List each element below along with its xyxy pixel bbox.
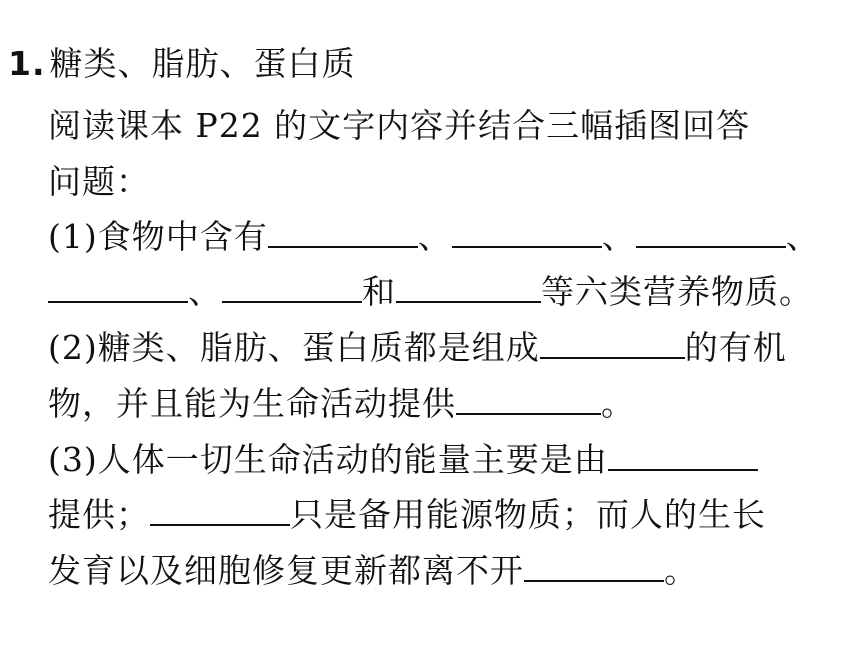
answer-blank-7[interactable] — [540, 327, 685, 359]
answer-blank-5[interactable] — [222, 271, 362, 303]
answer-blank-2[interactable] — [452, 216, 602, 248]
q1-conjunction: 和 — [362, 272, 396, 311]
q1-line-1 — [48, 215, 820, 259]
q1-separator: 、 — [188, 272, 222, 311]
intro-text-1: 阅读课本 P22 的文字内容并结合三幅插图回答 — [48, 106, 751, 145]
q2-text: 物，并且能为生命活动提供 — [48, 384, 456, 423]
q1-separator: 、 — [417, 217, 452, 256]
q3-text: 提供； — [48, 495, 150, 534]
answer-blank-8[interactable] — [456, 383, 601, 415]
q2-prompt: (2)糖类、脂肪、蛋白质都是组成 — [48, 328, 540, 367]
q3-line-2 — [48, 493, 766, 537]
q3-line-1 — [48, 438, 758, 482]
answer-blank-1[interactable] — [268, 216, 418, 248]
q2-line-1 — [48, 326, 787, 370]
q2-line-2 — [48, 382, 635, 426]
question-header — [8, 42, 356, 86]
intro-line-1 — [48, 104, 750, 148]
q3-prompt: (3)人体一切生命活动的能量主要是由 — [48, 440, 608, 479]
q1-prompt: (1)食物中含有 — [48, 217, 268, 256]
answer-blank-6[interactable] — [396, 271, 541, 303]
q2-ending: 。 — [601, 384, 635, 423]
q3-line-3 — [48, 549, 698, 593]
q3-text: 发育以及细胞修复更新都离不开 — [48, 551, 524, 590]
answer-blank-10[interactable] — [150, 494, 290, 526]
q1-separator: 、 — [601, 217, 636, 256]
q1-line-2 — [48, 270, 813, 314]
answer-blank-4[interactable] — [48, 271, 188, 303]
q3-text: 只是备用能源物质；而人的生长 — [290, 495, 766, 534]
answer-blank-9[interactable] — [608, 439, 758, 471]
intro-line-2 — [48, 160, 150, 204]
question-number: 1. — [8, 44, 46, 83]
q2-text: 的有机 — [684, 328, 787, 367]
q3-ending: 。 — [664, 551, 698, 590]
q1-separator: 、 — [785, 217, 820, 256]
answer-blank-11[interactable] — [524, 550, 664, 582]
question-title: 糖类、脂肪、蛋白质 — [49, 44, 356, 83]
intro-text-2: 问题： — [48, 162, 150, 201]
answer-blank-3[interactable] — [636, 216, 786, 248]
q1-ending: 等六类营养物质。 — [541, 272, 813, 311]
